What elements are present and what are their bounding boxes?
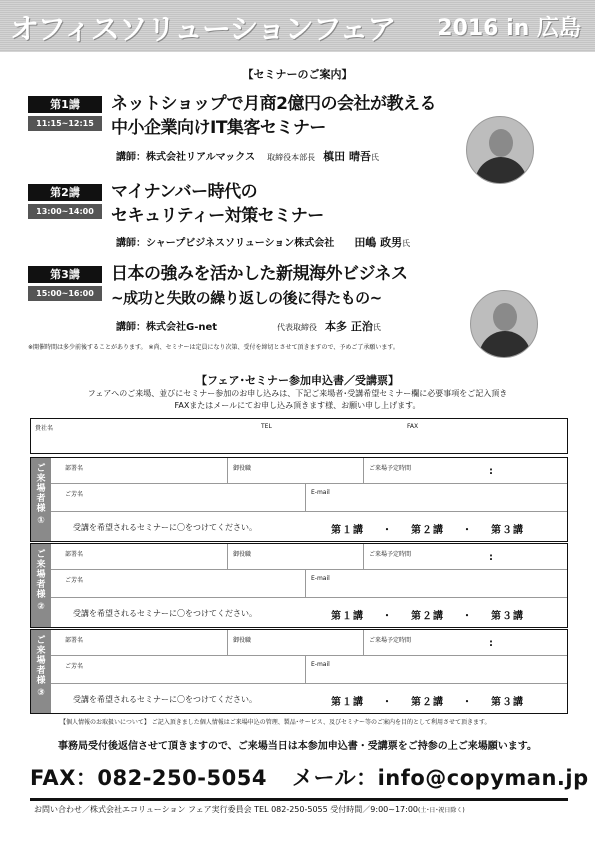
registrant-row-2 bbox=[51, 570, 567, 598]
seminar-speaker bbox=[116, 234, 410, 250]
seminar-time: 11:15~12:15 bbox=[28, 116, 102, 131]
seminar-3-badge bbox=[28, 266, 102, 301]
seminar-options: 第１講 ・ 第２講 ・ 第３講 bbox=[331, 611, 524, 622]
schedule-notice: ※開催時間は多少前後することがあります。 ※尚、セミナーは定員になり次第、受付を締切とさせて頂きますので、予めご了承願います。 bbox=[28, 344, 399, 351]
contact-line bbox=[30, 762, 589, 794]
speaker-name: 本多 正治 bbox=[325, 320, 373, 333]
speaker-role: 取締役本部長 bbox=[267, 153, 316, 162]
time-colon: : bbox=[489, 552, 493, 563]
name-label: ご芳名 bbox=[65, 577, 84, 584]
email-label: E-mail bbox=[311, 661, 330, 668]
seminar-title bbox=[111, 262, 408, 310]
seminar-speaker bbox=[116, 318, 381, 334]
privacy-notice: 【個人情報のお取扱いについて】 ご記入頂きました個人情報はご来場申込の管理、製品･サービス、及びセミナー等のご案内を目的として利用させて頂きます。 bbox=[60, 719, 491, 726]
visit-time-label: ご来場予定時間 bbox=[369, 637, 412, 644]
speaker-label: 講師： bbox=[116, 152, 146, 163]
company-name-label: 貴社名 bbox=[35, 425, 54, 432]
seminar-title-line1: 日本の強みを活かした新規海外ビジネス bbox=[111, 264, 408, 284]
seminar-title-line1: ネットショップで月商2億円の会社が教える bbox=[111, 94, 436, 114]
seminar-title-line2: ~成功と失敗の繰り返しの後に得たもの~ bbox=[111, 289, 382, 307]
option-seminar-1[interactable]: 第１講 bbox=[331, 525, 364, 536]
registrant-row-2 bbox=[51, 484, 567, 512]
seminar-number: 第1講 bbox=[28, 96, 102, 113]
registrant-row-1 bbox=[51, 458, 567, 484]
speaker-3-photo bbox=[470, 290, 538, 358]
seminar-choice-text: 受講を希望されるセミナーに〇をつけてください。 bbox=[73, 695, 257, 704]
registrant-row-1 bbox=[51, 544, 567, 570]
position-label: 御役職 bbox=[233, 465, 252, 472]
seminar-options: 第１講 ・ 第２講 ・ 第３講 bbox=[331, 697, 524, 708]
seminar-title-line1: マイナンバー時代の bbox=[111, 182, 258, 202]
option-seminar-3[interactable]: 第３講 bbox=[491, 525, 524, 536]
option-seminar-1[interactable]: 第１講 bbox=[331, 611, 364, 622]
company-box bbox=[30, 418, 568, 454]
seminar-time: 15:00~16:00 bbox=[28, 286, 102, 301]
email-label: E-mail bbox=[311, 489, 330, 496]
speaker-company: 株式会社リアルマックス bbox=[146, 152, 256, 163]
speaker-suffix: 氏 bbox=[402, 239, 411, 248]
registrant-row-2 bbox=[51, 656, 567, 684]
registrant-number: ③ bbox=[37, 688, 45, 698]
speaker-name: 田嶋 政男 bbox=[354, 236, 403, 249]
form-heading: 【フェア･セミナー参加申込書／受講票】 bbox=[196, 374, 399, 387]
seminar-2 bbox=[28, 180, 568, 255]
seminar-1-badge bbox=[28, 96, 102, 131]
email-label: E-mail bbox=[311, 575, 330, 582]
option-seminar-2[interactable]: 第２講 bbox=[411, 611, 444, 622]
seminar-number: 第3講 bbox=[28, 266, 102, 283]
seminar-options: 第１講 ・ 第２講 ・ 第３講 bbox=[331, 525, 524, 536]
option-seminar-1[interactable]: 第１講 bbox=[331, 697, 364, 708]
fax-label: FAX bbox=[407, 423, 419, 430]
seminar-number: 第2講 bbox=[28, 184, 102, 201]
form-intro-line2: FAXまたはメールにてお申し込み頂きます様、お願い申し上げます。 bbox=[174, 401, 421, 410]
seminar-speaker bbox=[116, 148, 379, 164]
seminar-title bbox=[111, 92, 436, 140]
registrant-row-3 bbox=[51, 512, 567, 541]
department-label: 部署名 bbox=[65, 637, 84, 644]
name-label: ご芳名 bbox=[65, 663, 84, 670]
speaker-label: 講師： bbox=[116, 238, 146, 249]
registrant-2 bbox=[30, 543, 568, 628]
registrant-side-label: ご 来 場 者 様 ① bbox=[31, 458, 51, 541]
time-colon: : bbox=[489, 638, 493, 649]
footer bbox=[34, 804, 465, 815]
fair-title: オフィスソリューションフェア bbox=[10, 12, 396, 46]
speaker-role: 代表取締役 bbox=[277, 323, 318, 332]
option-seminar-3[interactable]: 第３講 bbox=[491, 611, 524, 622]
registrant-row-1 bbox=[51, 630, 567, 656]
department-label: 部署名 bbox=[65, 551, 84, 558]
registrant-1 bbox=[30, 457, 568, 542]
name-label: ご芳名 bbox=[65, 491, 84, 498]
speaker-1-photo bbox=[466, 116, 534, 184]
speaker-company: シャープビジネスソリューション株式会社 bbox=[146, 238, 335, 249]
footer-note: (土･日･祝日除く) bbox=[418, 807, 465, 814]
speaker-label: 講師： bbox=[116, 322, 146, 333]
visit-time-label: ご来場予定時間 bbox=[369, 551, 412, 558]
fair-year-place: 2016 in 広島 bbox=[437, 16, 581, 41]
registrant-number: ② bbox=[37, 602, 45, 612]
option-seminar-2[interactable]: 第２講 bbox=[411, 697, 444, 708]
position-label: 御役職 bbox=[233, 551, 252, 558]
speaker-company: 株式会社G-net bbox=[146, 322, 218, 333]
seminar-2-badge bbox=[28, 184, 102, 219]
seminar-title-line2: 中小企業向けIT集客セミナー bbox=[111, 118, 326, 138]
footer-text: お問い合わせ／株式会社エコリューション フェア実行委員会 TEL 082-250-5055 受付時間／9:00~17:00 bbox=[34, 805, 419, 814]
divider bbox=[30, 798, 568, 801]
seminar-time: 13:00~14:00 bbox=[28, 204, 102, 219]
registrant-number: ① bbox=[37, 516, 45, 526]
email-address[interactable]: メール：info@copyman.jp bbox=[292, 766, 589, 790]
registrant-side-label: ご 来 場 者 様 ③ bbox=[31, 630, 51, 713]
seminar-heading: 【セミナーのご案内】 bbox=[242, 68, 353, 81]
position-label: 御役職 bbox=[233, 637, 252, 644]
time-colon: : bbox=[489, 466, 493, 477]
form-intro-line1: フェアへのご来場、並びにセミナー参加のお申し込みは、下記ご来場者･受講希望セミナー欄に必要事項をご記入頂き bbox=[87, 389, 508, 398]
option-seminar-3[interactable]: 第３講 bbox=[491, 697, 524, 708]
header-banner bbox=[0, 0, 595, 52]
tel-label: TEL bbox=[261, 423, 272, 430]
department-label: 部署名 bbox=[65, 465, 84, 472]
speaker-name: 槙田 晴吾 bbox=[323, 150, 371, 163]
registrant-side-label: ご 来 場 者 様 ② bbox=[31, 544, 51, 627]
speaker-suffix: 氏 bbox=[372, 323, 381, 332]
registrant-row-3 bbox=[51, 598, 567, 627]
bring-notice: 事務局受付後返信させて頂きますので、ご来場当日は本参加申込書・受講票をご持参の上ご来場願います。 bbox=[58, 741, 537, 752]
registrant-3 bbox=[30, 629, 568, 714]
form-intro bbox=[0, 388, 595, 412]
seminar-choice-text: 受講を希望されるセミナーに〇をつけてください。 bbox=[73, 523, 257, 532]
speaker-suffix: 氏 bbox=[370, 153, 379, 162]
fax-number: FAX：082-250-5054 bbox=[30, 766, 267, 790]
option-seminar-2[interactable]: 第２講 bbox=[411, 525, 444, 536]
visit-time-label: ご来場予定時間 bbox=[369, 465, 412, 472]
seminar-title-line2: セキュリティー対策セミナー bbox=[111, 206, 324, 226]
registrant-row-3 bbox=[51, 684, 567, 713]
seminar-title bbox=[111, 180, 324, 228]
seminar-choice-text: 受講を希望されるセミナーに〇をつけてください。 bbox=[73, 609, 257, 618]
